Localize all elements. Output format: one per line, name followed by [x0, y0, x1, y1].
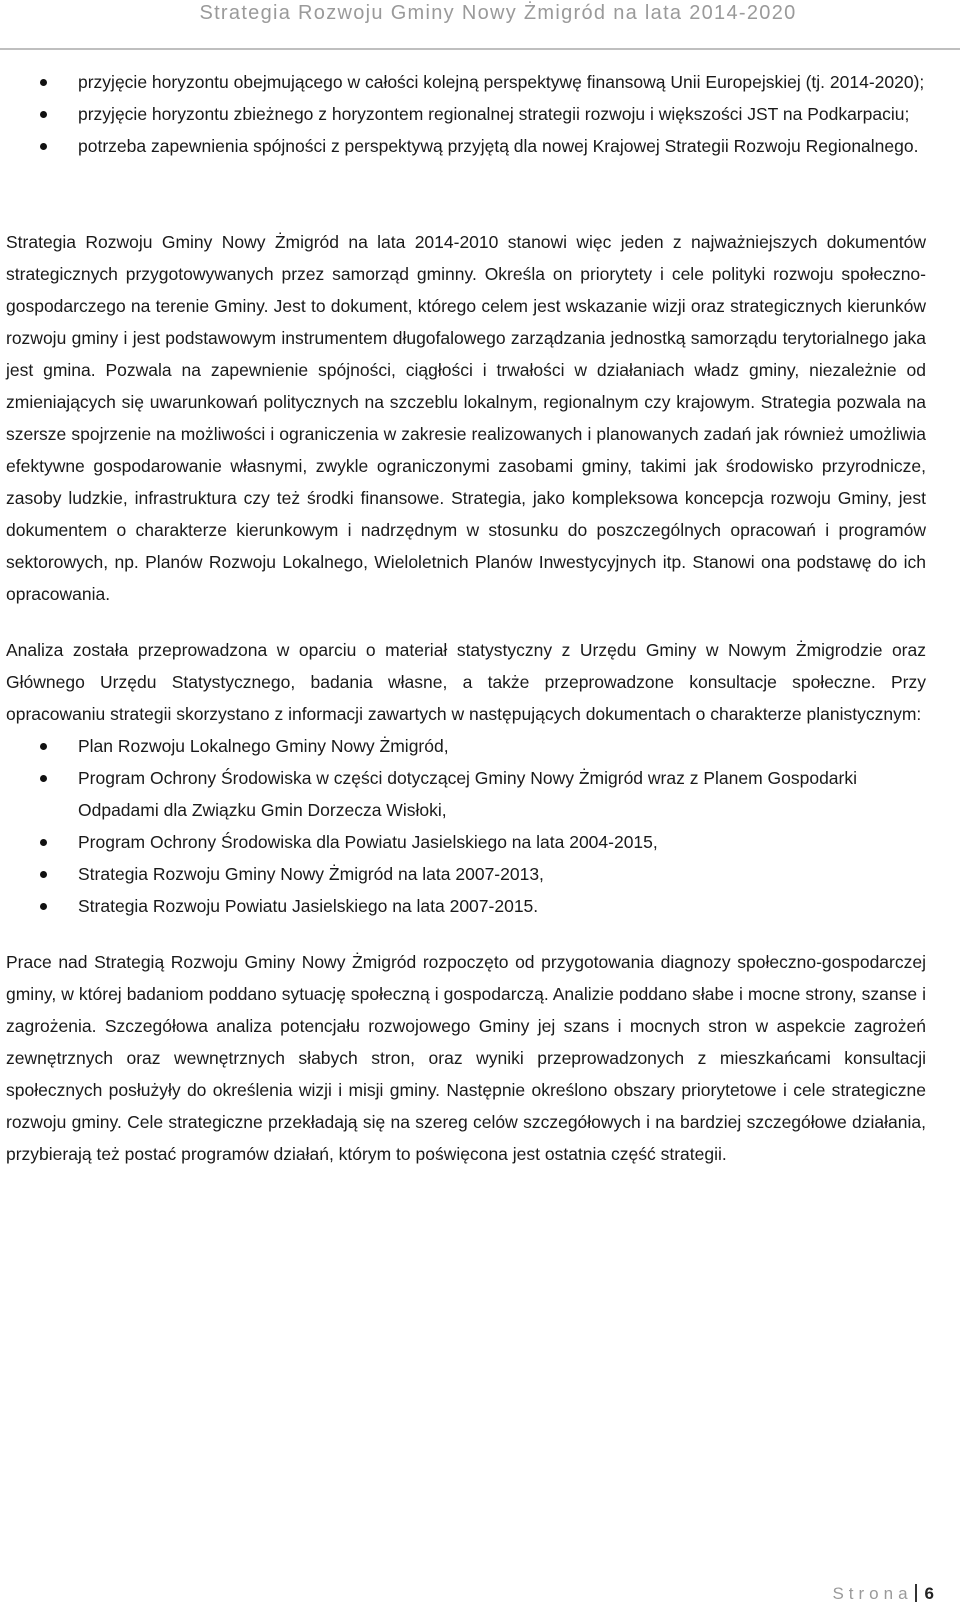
list-item: Plan Rozwoju Lokalnego Gminy Nowy Żmigród, — [6, 730, 926, 762]
header-title: Strategia Rozwoju Gminy Nowy Żmigród na lata 2014-2020 — [199, 2, 797, 24]
footer-label: Strona — [832, 1584, 913, 1603]
list-item: potrzeba zapewnienia spójności z perspektywą przyjętą dla nowej Krajowej Strategii Rozwoju Regionalnego. — [6, 130, 926, 162]
bullet-list-horizon — [6, 66, 926, 162]
list-item: Strategia Rozwoju Gminy Nowy Żmigród na lata 2007-2013, — [6, 858, 926, 890]
footer-separator — [915, 1584, 917, 1602]
paragraph-analysis: Analiza została przeprowadzona w oparciu o materiał statystyczny z Urzędu Gminy w Nowym Żmigrodzie oraz Głównego Urzędu Statystycznego, badania własne, a także przeprowadzone konsultacje społeczne. Przy opracowaniu strategii skorzystano z informacji zawartych w następujących dokumentach o charakterze planistycznym: — [6, 640, 926, 724]
list-item: przyjęcie horyzontu obejmującego w całości kolejną perspektywę finansową Unii Europejskiej (tj. 2014-2020); — [6, 66, 926, 98]
paragraph-strategy: Strategia Rozwoju Gminy Nowy Żmigród na lata 2014-2010 stanowi więc jeden z najważniejszych dokumentów strategicznych przygotowywanych przez samorząd gminny. Określa on priorytety i cele polityki rozwoju społeczno-gospodarczego na terenie Gminy. Jest to dokument, którego celem jest wskazanie wizji oraz strategicznych kierunków rozwoju gminy i jest podstawowym instrumentem długofalowego zarządzania jednostką samorządu terytorialnego jaka jest gmina. Pozwala na zapewnienie spójności, ciągłości i trwałości w działaniach władz gminy, niezależnie od zmieniających się uwarunkowań politycznych na szczeblu lokalnym, regionalnym czy krajowym. Strategia pozwala na szersze spojrzenie na możliwości i ograniczenia w zakresie realizowanych i planowanych zadań jak również umożliwia efektywne gospodarowanie własnymi, zwykle ograniczonymi zasobami gminy, takimi jak środowisko przyrodnicze, zasoby ludzkie, infrastruktura czy też środki finansowe. Strategia, jako kompleksowa koncepcja rozwoju Gminy, jest dokumentem o charakterze kierunkowym i nadrzędnym w stosunku do poszczególnych opracowań i programów sektorowych, np. Planów Rozwoju Lokalnego, Wieloletnich Planów Inwestycyjnych itp. Stanowi ona podstawę do ich opracowania. — [6, 232, 926, 604]
bullet-list-documents — [6, 730, 926, 922]
page-number: 6 — [924, 1584, 934, 1603]
document-body — [6, 66, 926, 1170]
list-item: Program Ochrony Środowiska dla Powiatu Jasielskiego na lata 2004-2015, — [6, 826, 926, 858]
paragraph-work: Prace nad Strategią Rozwoju Gminy Nowy Żmigród rozpoczęto od przygotowania diagnozy społeczno-gospodarczej gminy, w której badaniom poddano sytuację społeczną i gospodarczą. Analizie poddano słabe i mocne strony, szanse i zagrożenia. Szczegółowa analiza potencjału rozwojowego Gminy jej szans i mocnych stron w aspekcie zagrożeń zewnętrznych oraz wewnętrznych słabych stron, oraz wyniki przeprowadzonych z mieszkańcami konsultacji społecznych posłużyły do określenia wizji i misji gminy. Następnie określono obszary priorytetowe i cele strategiczne rozwoju gminy. Cele strategiczne przekładają się na szereg celów szczegółowych i na bardziej szczegółowe działania, przybierają też postać programów działań, którym to poświęcona jest ostatnia część strategii. — [6, 952, 926, 1164]
page-header — [0, 0, 960, 50]
page-footer — [832, 1584, 934, 1604]
list-item: Program Ochrony Środowiska w części dotyczącej Gminy Nowy Żmigród wraz z Planem Gospodarki Odpadami dla Związku Gmin Dorzecza Wisłoki, — [6, 762, 926, 826]
list-item: Strategia Rozwoju Powiatu Jasielskiego na lata 2007-2015. — [6, 890, 926, 922]
list-item: przyjęcie horyzontu zbieżnego z horyzontem regionalnej strategii rozwoju i większości JST na Podkarpaciu; — [6, 98, 926, 130]
